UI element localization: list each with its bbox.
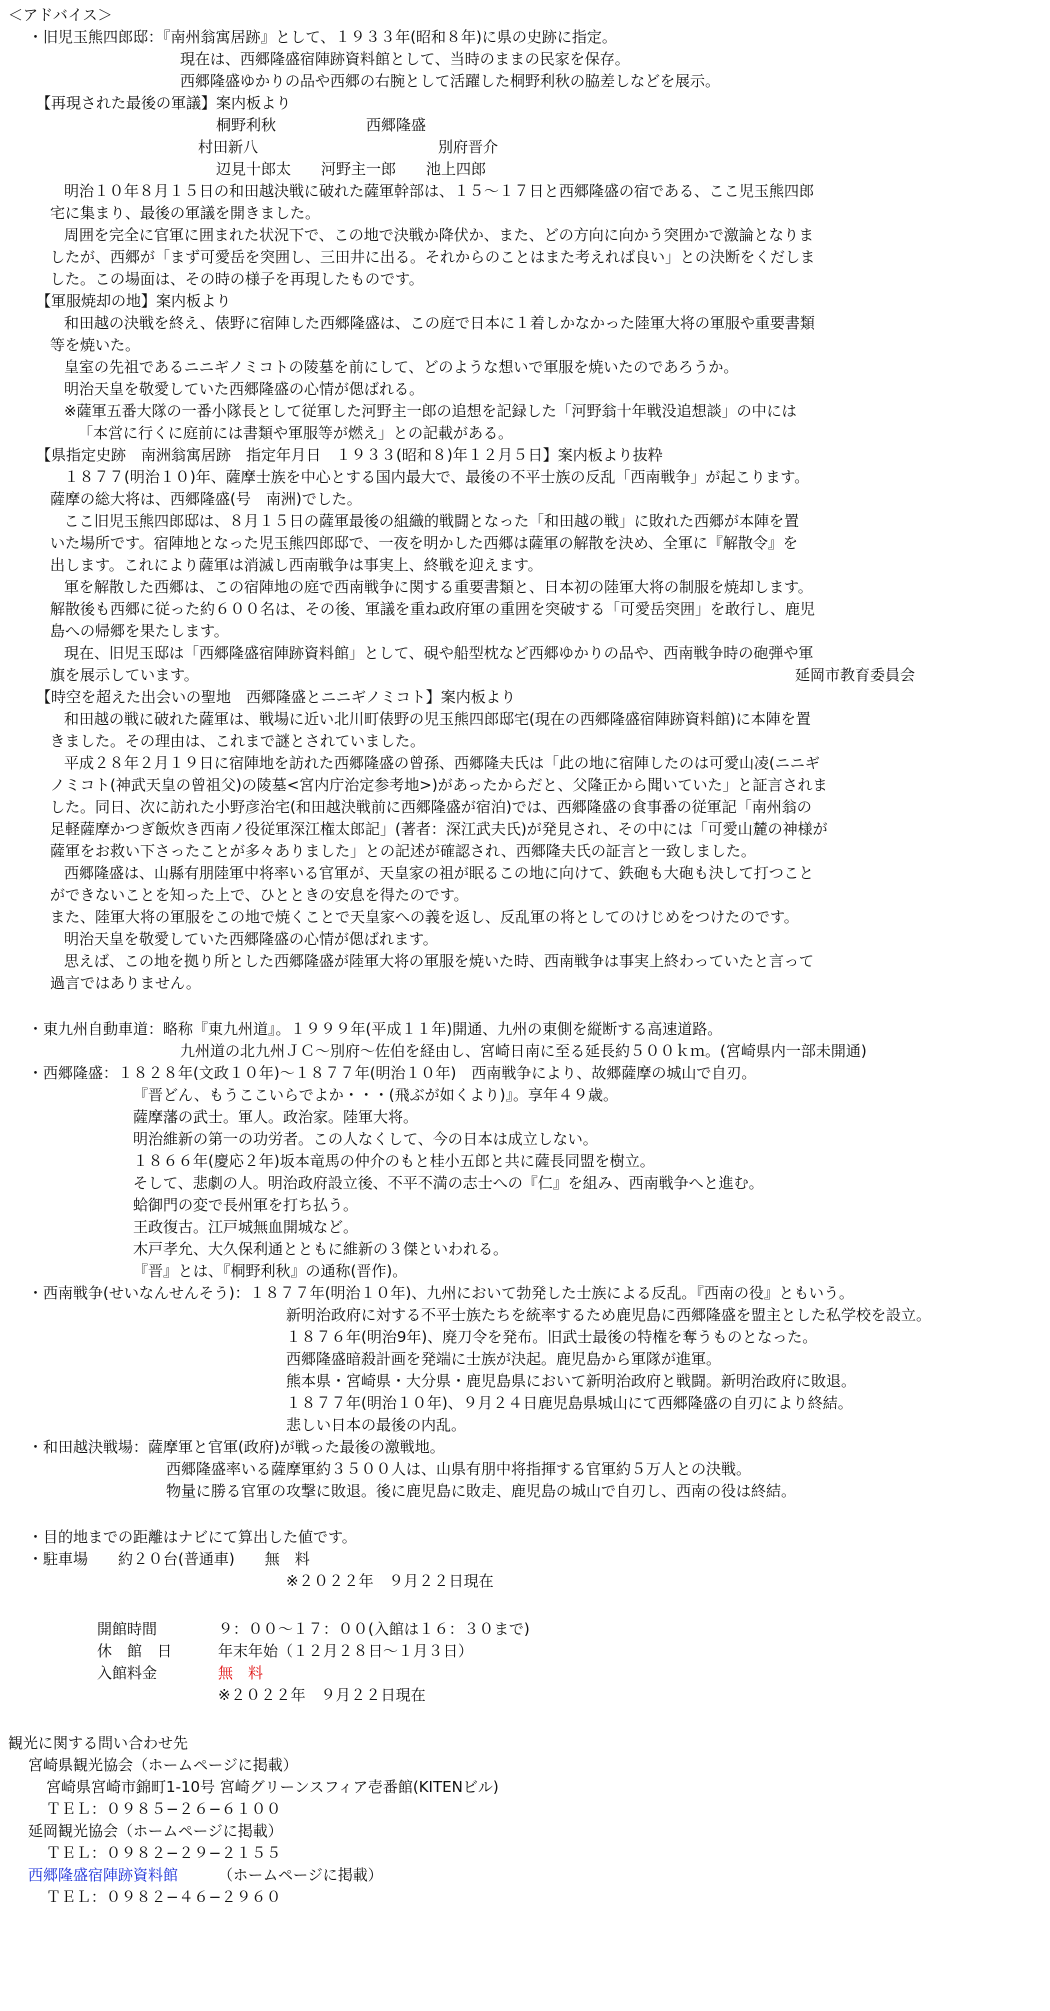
text-line: 旗を展示しています。 (50, 666, 199, 684)
text-line: 過言ではありません。 (50, 974, 201, 992)
text-line: 西郷隆盛ゆかりの品や西郷の右腕として活躍した桐野利秋の脇差しなどを展示。 (180, 72, 721, 90)
text-line: 年末年始（１２月２８日〜１月３日） (218, 1642, 474, 1660)
text-line: 【軍服焼却の地】案内板より (36, 292, 232, 310)
text-line: ※２０２２年 ９月２２日現在 (286, 1572, 494, 1590)
text-line: 和田越の決戦を終え、俵野に宿陣した西郷隆盛は、この庭で日本に１着しかなかった陸軍大将の軍服や重要書類 (64, 314, 815, 332)
text-line: ノミコト(神武天皇の曾祖父)の陵墓<宮内庁治定参考地>)があったからだと、父隆正から聞いていた」と証言されま (50, 776, 828, 794)
text-line: 物量に勝る官軍の攻撃に敗退。後に鹿児島に敗走、鹿児島の城山で自刃し、西南の役は終結。 (166, 1482, 797, 1500)
text-line: ＜アドバイス＞ (8, 6, 113, 24)
text-line: ＴＥＬ：０９８２−２９−２１５５ (46, 1844, 282, 1862)
text-line: 宮崎県宮崎市錦町1-10号 宮崎グリーンスフィア壱番館(KITENビル) (46, 1778, 499, 1796)
text-line: した。同日、次に訪れた小野彦治宅(和田越決戦前に西郷隆盛が宿泊)では、西郷隆盛の食事番の従軍記「南州翁の (50, 798, 812, 816)
text-line: 辺見十郎太 河野主一郎 池上四郎 (216, 160, 487, 178)
text-line: １８７６年(明治9年)、廃刀令を発布。旧武士最後の特権を奪うものとなった。 (286, 1328, 818, 1346)
text-line: 明治天皇を敬愛していた西郷隆盛の心情が偲ばれる。 (64, 380, 425, 398)
text-line: 薩摩藩の武士。軍人。政治家。陸軍大将。 (133, 1108, 419, 1126)
text-line: そして、悲劇の人。明治政府設立後、不平不満の志士への『仁』を組み、西南戦争へと進む。 (133, 1174, 764, 1192)
text-line: きました。その理由は、これまで謎とされていました。 (50, 732, 426, 750)
text-line: ＴＥＬ：０９８５−２６−６１００ (46, 1800, 282, 1818)
text-line: 悲しい日本の最後の内乱。 (286, 1416, 467, 1434)
text-line: 宮崎県観光協会（ホームページに掲載） (28, 1756, 298, 1774)
text-line: 王政復古。江戸城無血開城など。 (133, 1218, 359, 1236)
museum-link[interactable]: 西郷隆盛宿陣跡資料館 (28, 1866, 179, 1884)
text-line: 平成２８年２月１９日に宿陣地を訪れた西郷隆盛の曾孫、西郷隆夫氏は「此の地に宿陣したのは可愛山凌(ニニギ (64, 754, 820, 772)
text-line: 薩摩の総大将は、西郷隆盛(号 南洲)でした。 (50, 490, 362, 508)
text-line: ここ旧児玉熊四郎邸は、８月１５日の薩軍最後の組織的戦闘となった「和田越の戦」に敗れた西郷が本陣を置 (64, 512, 800, 530)
text-line: １８７７年(明治１０年)、９月２４日鹿児島県城山にて西郷隆盛の自刃により終結。 (286, 1394, 853, 1412)
text-line: 延岡観光協会（ホームページに掲載） (28, 1822, 283, 1840)
text-line: 西郷隆盛率いる薩摩軍約３５００人は、山県有朋中将指揮する官軍約５万人との決戦。 (166, 1460, 752, 1478)
text-line: （ホームページに掲載） (218, 1866, 383, 1884)
text-line: 足軽薩摩かつぎ飯炊き西南ノ役従軍深江権太郎記」(著者：深江武夫氏)が発見され、その中には「可愛山麓の神様が (50, 820, 828, 838)
text-line: 解散後も西郷に従った約６００名は、その後、軍議を重ね政府軍の重囲を突破する「可愛岳突囲」を敢行し、鹿児 (50, 600, 816, 618)
text-line: 【再現された最後の軍議】案内板より (36, 94, 292, 112)
text-line: いた場所です。宿陣地となった児玉熊四郎邸で、一夜を明かした西郷は薩軍の解散を決め、全軍に『解散令』を (50, 534, 798, 552)
text-line: 明治維新の第一の功労者。この人なくして、今の日本は成立しない。 (133, 1130, 598, 1148)
text-line: 新明治政府に対する不平士族たちを統率するため鹿児島に西郷隆盛を盟主とした私学校を設立。 (286, 1306, 932, 1324)
text-line: 休 館 日 (97, 1642, 173, 1660)
text-line: ※２０２２年 ９月２２日現在 (218, 1686, 426, 1704)
text-line: ・駐車場 約２０台(普通車) 無 料 (28, 1550, 310, 1568)
text-line: 九州道の北九州ＪＣ〜別府〜佐伯を経由し、宮崎日南に至る延長約５００ｋｍ。(宮崎県内一部未開通) (180, 1042, 867, 1060)
text-line: ・旧児玉熊四郎邸：『南州翁寓居跡』として、１９３３年(昭和８年)に県の史跡に指定。 (28, 28, 617, 46)
text-line: ・和田越決戦場：薩摩軍と官軍(政府)が戦った最後の激戦地。 (28, 1438, 445, 1456)
text-line: 出します。これにより薩軍は消滅し西南戦争は事実上、終戦を迎えます。 (50, 556, 543, 574)
text-line: 村田新八 別府晋介 (198, 138, 499, 156)
text-line: ・西郷隆盛：１８２８年(文政１０年)〜１８７７年(明治１０年) 西南戦争により、故郷薩摩の城山で自刃。 (28, 1064, 757, 1082)
text-line: 木戸孝允、大久保利通とともに維新の３傑といわれる。 (133, 1240, 509, 1258)
text-line: 開館時間 (97, 1620, 158, 1638)
text-line: 西郷隆盛は、山縣有朋陸軍中将率いる官軍が、天皇家の祖が眠るこの地に向けて、鉄砲も大砲も決して打つこと (64, 864, 814, 882)
text-line: 軍を解散した西郷は、この宿陣地の庭で西南戦争に関する重要書類と、日本初の陸軍大将の制服を焼却します。 (64, 578, 813, 596)
text-line: ※薩軍五番大隊の一番小隊長として従軍した河野主一郎の追想を記録した「河野翁十年戦没追想談」の中には (64, 402, 797, 420)
text-line: ができないことを知った上で、ひとときの安息を得たのです。 (50, 886, 469, 904)
text-line: 延岡市教育委員会 (795, 666, 916, 684)
text-line: 島への帰郷を果たします。 (50, 622, 229, 640)
text-line: 周囲を完全に官軍に囲まれた状況下で、この地で決戦か降伏か、また、どの方向に向かう突囲かで激論となりま (64, 226, 814, 244)
text-line: 皇室の先祖であるニニギノミコトの陵墓を前にして、どのような想いで軍服を焼いたのであろうか。 (64, 358, 739, 376)
text-line: 『晋どん、もうここいらでよか・・・(飛ぶが如くより)』。享年４９歳。 (133, 1086, 618, 1104)
text-line: 無 料 (218, 1664, 264, 1682)
text-line: １８７７(明治１０)年、薩摩士族を中心とする国内最大で、最後の不平士族の反乱「西南戦争」が起こります。 (64, 468, 810, 486)
text-line: 【時空を超えた出会いの聖地 西郷隆盛とニニギノミコト】案内板より (36, 688, 516, 706)
text-line: 『晋』とは、『桐野利秋』の通称(晋作)。 (133, 1262, 408, 1280)
text-line: ・西南戦争(せいなんせんそう)：１８７７年(明治１０年)、九州において勃発した士族による反乱。『西南の役』ともいう。 (28, 1284, 854, 1302)
text-line: ・目的地までの距離はナビにて算出した値です。 (28, 1528, 357, 1546)
text-line: 桐野利秋 西郷隆盛 (216, 116, 427, 134)
text-line: 宅に集まり、最後の軍議を開きました。 (50, 204, 321, 222)
text-line: 明治天皇を敬愛していた西郷隆盛の心情が偲ばれます。 (64, 930, 438, 948)
text-line: 西郷隆盛暗殺計画を発端に士族が決起。鹿児島から軍隊が進軍。 (286, 1350, 722, 1368)
text-line: 現在は、西郷隆盛宿陣跡資料館として、当時のままの民家を保存。 (180, 50, 630, 68)
text-line: １８６６年(慶応２年)坂本竜馬の仲介のもと桂小五郎と共に薩長同盟を樹立。 (133, 1152, 655, 1170)
text-line: 入館料金 (97, 1664, 158, 1682)
text-line: 【県指定史跡 南洲翁寓居跡 指定年月日 １９３３(昭和８)年１２月５日】案内板より抜粋 (36, 446, 663, 464)
text-line: 熊本県・宮崎県・大分県・鹿児島県において新明治政府と戦闘。新明治政府に敗退。 (286, 1372, 857, 1390)
text-line: 思えば、この地を拠り所とした西郷隆盛が陸軍大将の軍服を焼いた時、西南戦争は事実上終わっていたと言って (64, 952, 814, 970)
text-line: 薩軍をお救い下さったことが多々ありました」との記述が確認され、西郷隆夫氏の証言と一致しました。 (50, 842, 756, 860)
text-line: 蛤御門の変で長州軍を打ち払う。 (133, 1196, 359, 1214)
text-line: また、陸軍大将の軍服をこの地で焼くことで天皇家への義を返し、反乱軍の将としてのけじめをつけたのです。 (50, 908, 799, 926)
text-line: 和田越の戦に破れた薩軍は、戦場に近い北川町俵野の児玉熊四郎邸宅(現在の西郷隆盛宿陣跡資料館)に本陣を置 (64, 710, 811, 728)
text-line: ＴＥＬ：０９８２−４６−２９６０ (46, 1888, 282, 1906)
text-line: 観光に関する問い合わせ先 (8, 1734, 189, 1752)
text-line: したが、西郷が「まず可愛岳を突囲し、三田井に出る。それからのことはまた考えれば良い」との決断をくだしま (50, 248, 816, 266)
text-line: した。この場面は、その時の様子を再現したものです。 (50, 270, 424, 288)
text-line: 「本営に行くに庭前には書類や軍服等が燃え」との記載がある。 (78, 424, 514, 442)
text-line: 明治１０年８月１５日の和田越決戦に破れた薩軍幹部は、１５〜１７日と西郷隆盛の宿である、ここ児玉熊四郎 (64, 182, 815, 200)
text-line: ・東九州自動車道：略称『東九州道』。１９９９年(平成１１年)開通、九州の東側を縦断する高速道路。 (28, 1020, 723, 1038)
text-line: 現在、旧児玉邸は「西郷隆盛宿陣跡資料館」として、硯や船型枕など西郷ゆかりの品や、西南戦争時の砲弾や軍 (64, 644, 814, 662)
text-line: 等を焼いた。 (50, 336, 141, 354)
text-line: ９：００〜１７：００(入館は１６：３０まで) (218, 1620, 530, 1638)
